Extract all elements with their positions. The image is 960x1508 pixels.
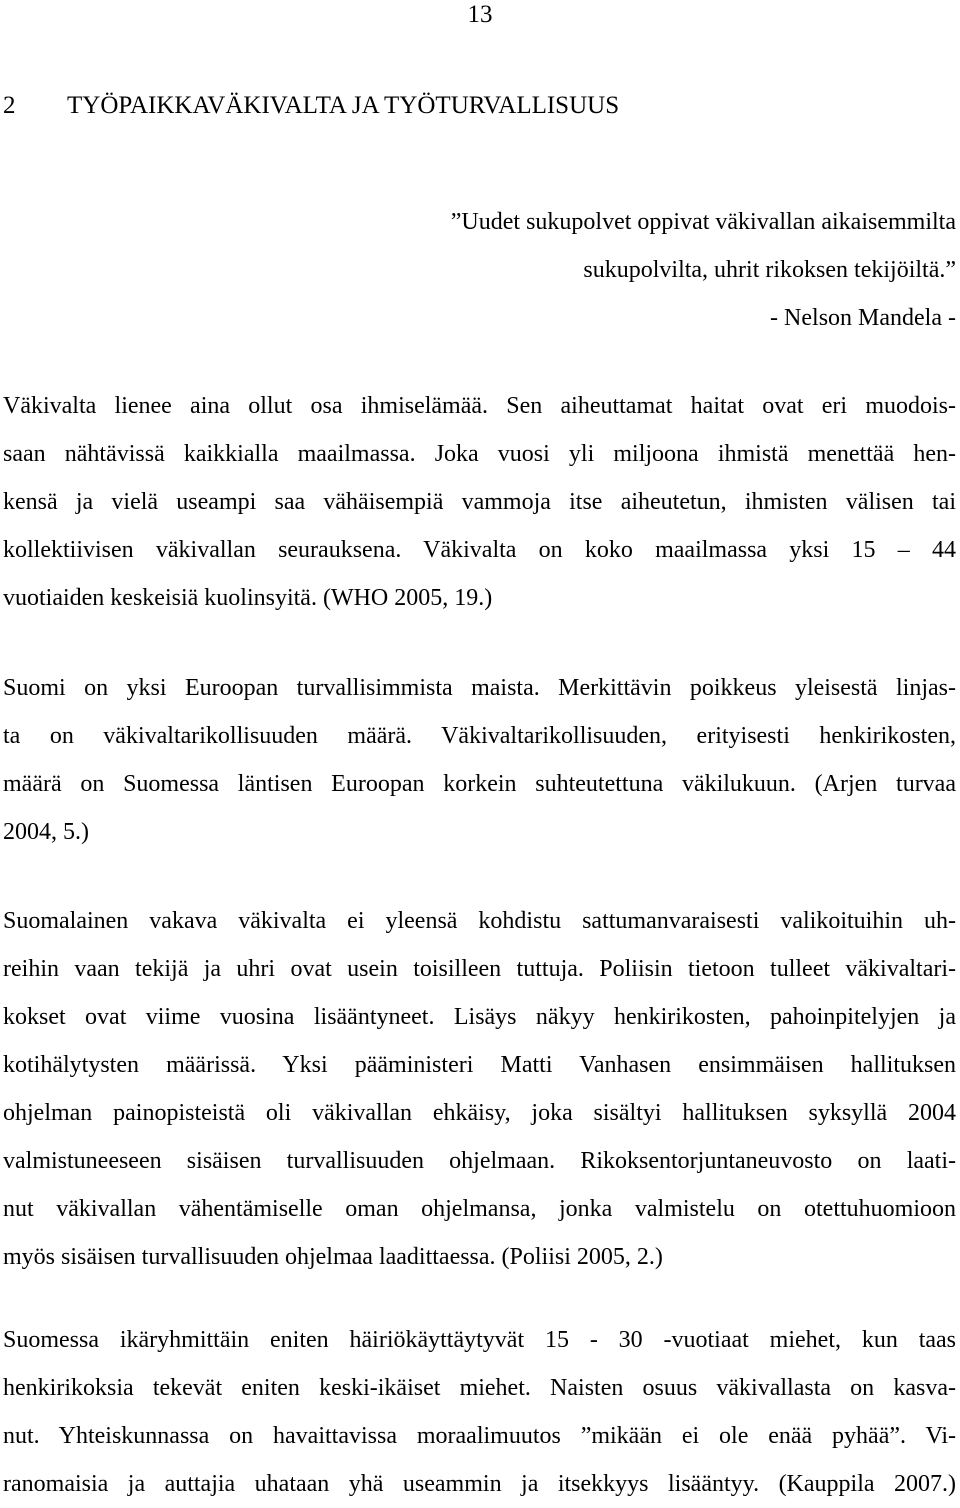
text-line: kotihälytysten määrissä. Yksi pääministeri Matti Vanhasen ensimmäisen hallituksen [3, 1052, 956, 1078]
text-line: määrä on Suomessa läntisen Euroopan korkein suhteutettuna väkilukuun. (Arjen turvaa [3, 771, 956, 797]
text-line: valmistuneeseen sisäisen turvallisuuden ohjelmaan. Rikoksentorjuntaneuvosto on laati- [3, 1148, 956, 1174]
chapter-title: TYÖPAIKKAVÄKIVALTA JA TYÖTURVALLISUUS [67, 92, 620, 119]
quote-line: sukupolvilta, uhrit rikoksen tekijöiltä.” [583, 257, 956, 283]
text-line: ohjelman painopisteistä oli väkivallan ehkäisy, joka sisältyi hallituksen syksyllä 2004 [3, 1100, 956, 1126]
text-line: kensä ja vielä useampi saa vähäisempiä vammoja itse aiheutetun, ihmisten välisen tai [3, 489, 956, 515]
text-line: Väkivalta lienee aina ollut osa ihmiselämää. Sen aiheuttamat haitat ovat eri muodois- [3, 393, 956, 419]
text-line: 2004, 5.) [3, 819, 89, 845]
quote-attribution: - Nelson Mandela - [770, 305, 956, 331]
paragraph-2 [3, 664, 956, 856]
paragraph-1 [3, 382, 956, 622]
text-line: Suomessa ikäryhmittäin eniten häiriökäyttäytyvät 15 - 30 -vuotiaat miehet, kun taas [3, 1327, 956, 1353]
chapter-heading [3, 88, 619, 124]
paragraph-3 [3, 897, 956, 1281]
text-line: Suomi on yksi Euroopan turvallisimmista maista. Merkittävin poikkeus yleisestä linjas- [3, 675, 956, 701]
text-line: ranomaisia ja auttajia uhataan yhä useammin ja itsekkyys lisääntyy. (Kauppila 2007.) [3, 1471, 956, 1497]
text-line: kokset ovat viime vuosina lisääntyneet. Lisäys näkyy henkirikosten, pahoinpitelyjen ja [3, 1004, 956, 1030]
chapter-number: 2 [3, 92, 16, 119]
text-line: nut väkivallan vähentämiselle oman ohjelmansa, jonka valmistelu on otettuhuomioon [3, 1196, 956, 1222]
text-line: reihin vaan tekijä ja uhri ovat usein toisilleen tuttuja. Poliisin tietoon tulleet väkivaltari- [3, 956, 956, 982]
text-line: Suomalainen vakava väkivalta ei yleensä kohdistu sattumanvaraisesti valikoituihin uh- [3, 908, 956, 934]
quote-line: ”Uudet sukupolvet oppivat väkivallan aikaisemmilta [450, 209, 956, 235]
text-line: myös sisäisen turvallisuuden ohjelmaa laadittaessa. (Poliisi 2005, 2.) [3, 1244, 663, 1270]
epigraph-quote [451, 198, 956, 342]
text-line: henkirikoksia tekevät eniten keski-ikäiset miehet. Naisten osuus väkivallasta on kasva- [3, 1375, 956, 1401]
text-line: vuotiaiden keskeisiä kuolinsyitä. (WHO 2005, 19.) [3, 585, 493, 611]
text-line: saan nähtävissä kaikkialla maailmassa. Joka vuosi yli miljoona ihmistä menettää hen- [3, 441, 956, 467]
text-line: kollektiivisen väkivallan seurauksena. Väkivalta on koko maailmassa yksi 15 – 44 [3, 537, 956, 563]
text-line: nut. Yhteiskunnassa on havaittavissa moraalimuutos ”mikään ei ole enää pyhää”. Vi- [3, 1423, 956, 1449]
text-line: ta on väkivaltarikollisuuden määrä. Väkivaltarikollisuuden, erityisesti henkirikosten, [3, 723, 956, 749]
paragraph-4 [3, 1316, 956, 1508]
page-number: 13 [467, 1, 493, 28]
